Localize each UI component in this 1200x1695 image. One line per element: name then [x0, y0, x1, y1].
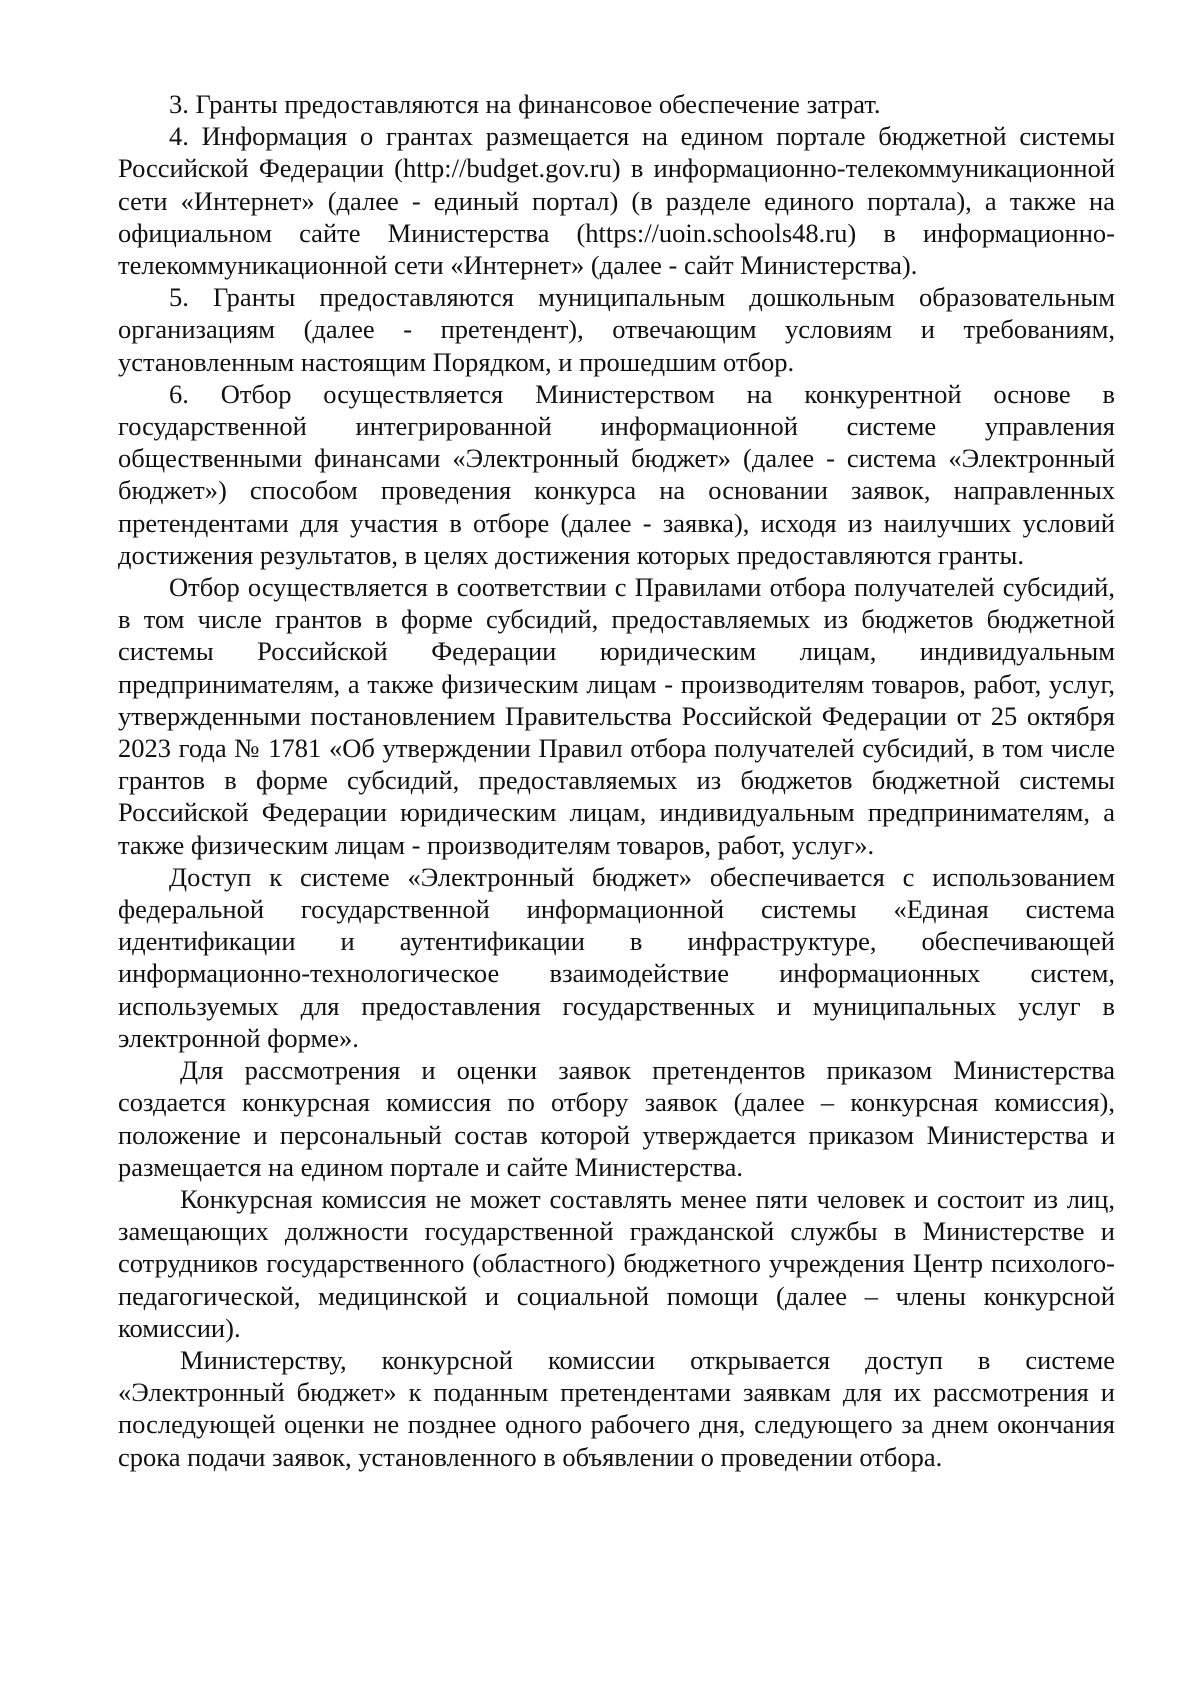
paragraph-commission-access: Министерству, конкурсной комиссии открывается доступ в системе «Электронный бюджет» к поданным претендентами заявкам для их рассмотрения и последующей оценки не позднее одного рабочего дня, следующего за днем окончания срока подачи заявок, установленного в объявлении о проведении отбора. [118, 1344, 1115, 1472]
paragraph-6-selection-procedure: 6. Отбор осуществляется Министерством на конкурентной основе в государственной интегрированной информационной системе управления общественными финансами «Электронный бюджет» (далее - система «Электронный бюджет») способом проведения конкурса на основании заявок, направленных претендентами для участия в отборе (далее - заявка), исходя из наилучших условий достижения результатов, в целях достижения которых предоставляются гранты. [118, 378, 1115, 570]
document-body [118, 88, 1115, 1473]
paragraph-4-grant-information: 4. Информация о грантах размещается на едином портале бюджетной системы Российской Федерации (http://budget.gov.ru) в информационно-телекоммуникационной сети «Интернет» (далее - единый портал) (в разделе единого портала), а также на официальном сайте Министерства (https://uoin.schools48.ru) в информационно-телекоммуникационной сети «Интернет» (далее - сайт Министерства). [118, 121, 1115, 281]
paragraph-5-grant-recipients: 5. Гранты предоставляются муниципальным дошкольным образовательным организациям (далее - претендент), отвечающим условиям и требованиям, установленным настоящим Порядком, и прошедшим отбор. [118, 282, 1115, 377]
paragraph-competition-commission: Для рассмотрения и оценки заявок претендентов приказом Министерства создается конкурсная комиссия по отбору заявок (далее – конкурсная комиссия), положение и персональный состав которой утверждается приказом Министерства и размещается на едином портале и сайте Министерства. [118, 1055, 1115, 1182]
paragraph-selection-rules: Отбор осуществляется в соответствии с Правилами отбора получателей субсидий, в том числе грантов в форме субсидий, предоставляемых из бюджетов бюджетной системы Российской Федерации юридическим лицам, индивидуальным предпринимателям, а также физическим лицам - производителям товаров, работ, услуг, утвержденными постановлением Правительства Российской Федерации от 25 октября 2023 года № 1781 «Об утверждении Правил отбора получателей субсидий, в том числе грантов в форме субсидий, предоставляемых из бюджетов бюджетной системы Российской Федерации юридическим лицам, индивидуальным предпринимателям, а также физическим лицам - производителям товаров, работ, услуг». [118, 572, 1115, 860]
paragraph-commission-composition: Конкурсная комиссия не может составлять менее пяти человек и состоит из лиц, замещающих должности государственной гражданской службы в Министерстве и сотрудников государственного (областного) бюджетного учреждения Центр психолого-педагогической, медицинской и социальной помощи (далее – члены конкурсной комиссии). [118, 1183, 1115, 1343]
paragraph-3-grants-purpose: 3. Гранты предоставляются на финансовое обеспечение затрат. [169, 89, 881, 119]
paragraph-system-access: Доступ к системе «Электронный бюджет» обеспечивается с использованием федеральной государственной информационной системы «Единая система идентификации и аутентификации в инфраструктуре, обеспечивающей информационно-технологическое взаимодействие информационных систем, используемых для предоставления государственных и муниципальных услуг в электронной форме». [118, 861, 1115, 1053]
